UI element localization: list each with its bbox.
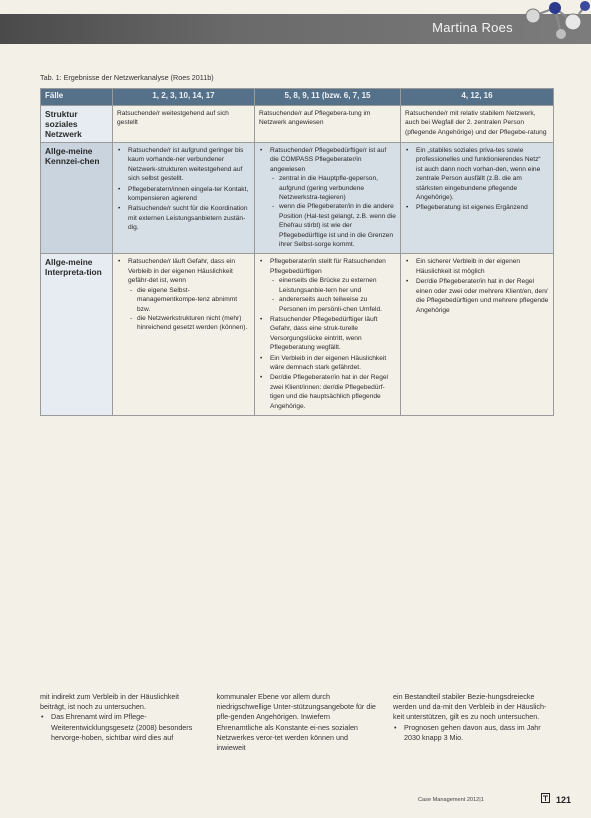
dash-list	[270, 174, 396, 249]
table-header-row	[41, 89, 554, 106]
row-header: Allge-meine Interpreta-tion	[41, 254, 113, 416]
table-cell	[401, 143, 554, 254]
author-name: Martina Roes	[432, 20, 513, 35]
dash-list	[270, 276, 396, 314]
row-header: Allge-meine Kennzei-chen	[41, 143, 113, 254]
table-cell	[255, 254, 401, 416]
cell-text: Ratsuchende/r mit relativ stabilem Netzwerk, auch bei Wegfall der 2. zentralen Person (pflegende Angehörige) und der Pflegebe-ratung	[405, 110, 547, 136]
table-cell	[113, 106, 255, 143]
table-cell	[401, 106, 554, 143]
text-column	[393, 692, 553, 753]
paragraph: kommunaler Ebene vor allem durch niedrigschwellige Unter-stützungsangebote für die pfle-genden Angehörigen. Inwiefern Ehrenamtliche als Konstante ei-nes sozialen Netzwerkes veror-tet werden können und inwieweit	[216, 692, 376, 753]
bullet-item	[128, 146, 250, 184]
paragraph: mit indirekt zum Verbleib in der Häuslichkeit beiträgt, ist noch zu untersuchen.	[40, 692, 180, 712]
bullet-item	[128, 257, 250, 332]
bullet-item	[270, 315, 396, 353]
bullet-text: Ratsuchender Pflegebedürftiger läuft Gefahr, dass eine struk-turelle Versorgungslücke eintritt, wenn Pflegeberatung wegfällt.	[270, 315, 378, 352]
dash-item: - die eigene Selbst-managementkompe-tenz abnimmt bzw.	[137, 286, 250, 314]
bullet-item: • Das Ehrenamt wird im Pflege-Weiterentwicklungsgesetz (2008) besonders hervorge-hoben, sichtbar wird dies auf	[51, 712, 200, 743]
bullet-item	[270, 373, 396, 411]
header-cell: 5, 8, 9, 11 (bzw. 6, 7, 15	[255, 89, 401, 106]
table-cell	[255, 143, 401, 254]
page-number: 121	[556, 795, 572, 805]
dash-list	[128, 286, 250, 333]
bullet-list	[405, 257, 549, 314]
footer-source: Case Management 2012|1	[418, 797, 484, 803]
bullet-item	[270, 354, 396, 373]
dash-item: - einerseits die Brücke zu externen Leistungsanbie-tern her und	[279, 276, 396, 295]
bullet-list	[393, 723, 553, 743]
bullet-text: Pflegeberatern/innen eingela-ter Kontakt, kompensieren agierend	[128, 185, 249, 203]
bullet-item	[128, 204, 250, 232]
bullet-text: Ratsuchende/r Pflegebedürftige/r ist auf die COMPASS Pflegeberater/in angewiesen	[270, 147, 387, 173]
cell-text: Ratsuchende/r auf Pflegebera-tung im Netzwerk angewiesen	[259, 110, 371, 127]
text-column	[40, 692, 200, 753]
bullet-item	[270, 257, 396, 313]
bullet-list	[405, 146, 549, 213]
bullet-item	[416, 277, 549, 315]
table-caption: Tab. 1: Ergebnisse der Netzwerkanalyse (Roes 2011b)	[40, 73, 214, 82]
text-column	[217, 692, 377, 753]
page-marker-icon	[541, 793, 550, 803]
bullet-text: Ein „stabiles soziales priva-tes sowie professionelles und funktionierendes Netz“ ist auch dann noch vorhan-den, wenn eine zentrale Person ausfällt (z.B. die am stärksten eingebundene pflegende Angehörige).	[416, 147, 541, 202]
table-cell	[401, 254, 554, 416]
bullet-list	[117, 257, 250, 332]
bullet-list	[117, 146, 250, 233]
bullet-text: Pflegeberatung ist eigenes Ergänzend	[416, 204, 528, 212]
bullet-text: Der/die Pflegeberater/in hat in der Regel zwei Klient/innen: der/die Pflegebedürf-tigen und die hauptsächlich pflegende Angehörige.	[270, 374, 389, 410]
bullet-text: Ein Verbleib in der eigenen Häuslichkeit wäre demnach stark gefährdet.	[270, 354, 387, 371]
table-cell	[113, 143, 255, 254]
header-cell: Fälle	[41, 89, 113, 106]
bullet-item	[416, 257, 549, 276]
dash-item: - zentral in die Hauptpfle-geperson, aufgrund (gering verbundene Netzwerkstra-tegieren)	[279, 174, 396, 202]
network-analysis-table	[40, 88, 554, 416]
body-text-columns	[40, 692, 553, 753]
molecule-icon	[511, 0, 591, 44]
bullet-item: • Prognosen gehen davon aus, dass im Jahr 2030 knapp 3 Mio.	[404, 723, 553, 743]
table-row	[41, 143, 554, 254]
bullet-item	[270, 146, 396, 249]
bullet-list	[259, 257, 396, 411]
bullet-text: Pflegeberater/in stellt für Ratsuchenden Pflegebedürftigen	[270, 258, 386, 275]
bullet-text: Der/die Pflegeberater/in hat in der Regel einen oder zwei oder mehrere Klient/en, den/ die Pflegebedürftigen und mehrere pflegende Angehörige	[416, 278, 549, 314]
table-cell	[255, 106, 401, 143]
bullet-text: Ratsuchende/r sucht für die Koordination mit externen Leistungsanbietern zustän-dig.	[128, 205, 248, 232]
paragraph: ein Bestandteil stabiler Bezie-hungsdreiecke werden und da-mit den Verbleib in der Häuslich-keit unterstützen, gilt es zu noch untersuchen.	[393, 692, 547, 722]
header-cell: 4, 12, 16	[401, 89, 554, 106]
dash-item: - andererseits auch teilweise zu Personen im persönli-chen Umfeld.	[279, 295, 396, 314]
cell-text: Ratsuchende/r weitestgehend auf sich gestellt	[117, 110, 229, 127]
row-header: Struktur soziales Netzwerk	[41, 106, 113, 143]
bullet-list	[40, 712, 200, 743]
bullet-item	[128, 185, 250, 204]
bullet-item	[416, 146, 549, 202]
table-body	[41, 106, 554, 416]
bullet-list	[259, 146, 396, 249]
dash-item: - die Netzwerkstrukturen nicht (mehr) hinreichend gesetzt werden (können).	[137, 314, 250, 333]
bullet-text: Ratsuchende/r läuft Gefahr, dass ein Verbleib in der eigenen Häuslichkeit gefähr-det ist, wenn	[128, 258, 236, 285]
bullet-text: Ratsuchende/r ist aufgrund geringer bis kaum vorhande-ner verbundener Netzwerk-strukturen weitestgehend auf sich selbst gestellt.	[128, 147, 244, 183]
dash-item: - wenn die Pflegeberater/in in die andere Position (Hal-test gelangt, z.B. wenn die Ehefrau stirbt) ist wie der Pflegebedürftige ist und in die Grenzen ihrer Selbst-sorge kommt.	[279, 202, 396, 249]
table-cell	[113, 254, 255, 416]
table-row	[41, 254, 554, 416]
table-row	[41, 106, 554, 143]
bullet-item	[416, 203, 549, 212]
bullet-text: Ein sicherer Verbleib in der eigenen Häuslichkeit ist möglich	[416, 258, 521, 275]
header-cell: 1, 2, 3, 10, 14, 17	[113, 89, 255, 106]
